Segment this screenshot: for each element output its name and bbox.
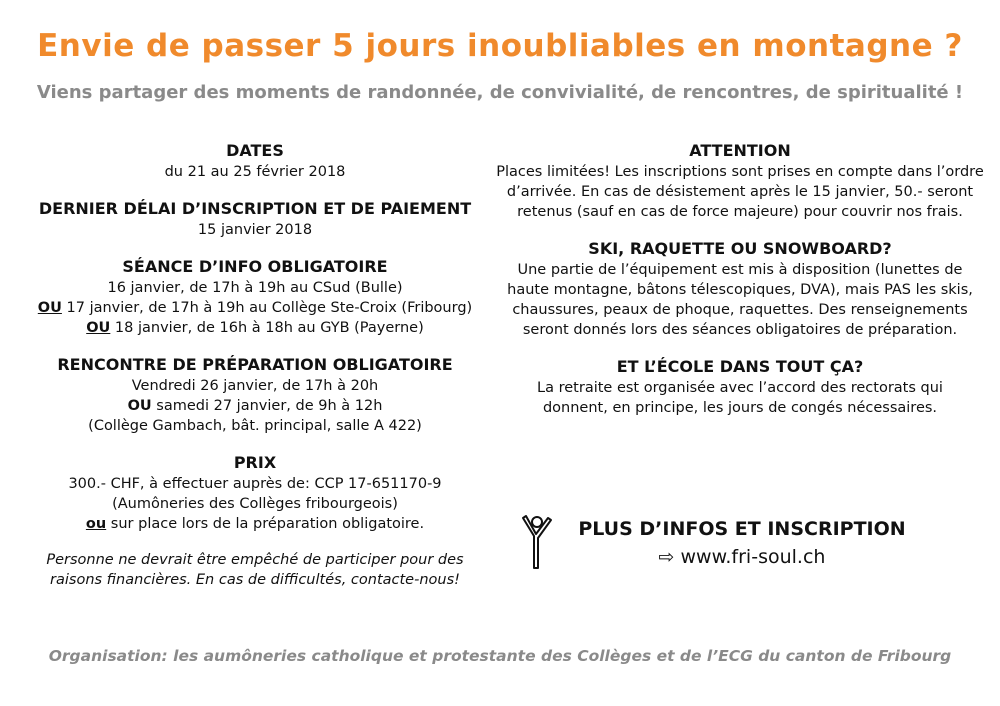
info-session-line [20,298,490,318]
school-section [495,356,985,418]
info-session-line-text: 18 janvier, de 16h à 18h au GYB (Payerne) [110,320,424,336]
prep-meeting-line: (Collège Gambach, bât. principal, salle A 422) [88,418,422,434]
right-column [495,140,985,434]
or-marker: OU [37,300,62,316]
more-info-block [520,514,960,574]
info-session-heading: SÉANCE D’INFO OBLIGATOIRE [122,257,388,276]
left-column [20,140,490,590]
dates-heading: DATES [226,141,284,160]
price-heading: PRIX [233,453,277,472]
info-session-line: 16 janvier, de 17h à 19h au CSud (Bulle) [107,280,403,296]
page-subtitle: Viens partager des moments de randonnée, de convivialité, de rencontres, de spiritualité ! [36,82,964,103]
ski-section [495,238,985,340]
person-jumping-icon [520,514,554,572]
dates-section [20,140,490,182]
organisation-footer: Organisation: les aumôneries catholique et protestante des Collèges et de l’ECG du canton de Fribourg [48,647,952,665]
or-marker: OU [86,320,111,336]
more-info-link-row [572,546,912,568]
financial-note: Personne ne devrait être empêché de participer pour des raisons financières. En cas de difficultés, contacte-nous! [46,552,464,588]
attention-text: Places limitées! Les inscriptions sont prises en compte dans l’ordre d’arrivée. En cas de désistement après le 15 janvier, 50.- seront retenus (sauf en cas de force majeure) pour couvrir nos frais. [496,164,984,220]
deadline-section [20,198,490,240]
school-text: La retraite est organisée avec l’accord des rectorats qui donnent, en principe, les jours de congés nécessaires. [537,380,943,416]
info-session-section [20,256,490,338]
info-session-line [20,318,490,338]
prep-meeting-line [20,396,490,416]
more-info-title: PLUS D’INFOS ET INSCRIPTION [578,518,906,540]
or-marker: ou [85,516,107,532]
prep-meeting-heading: RENCONTRE DE PRÉPARATION OBLIGATOIRE [57,355,453,374]
price-line: (Aumôneries des Collèges fribourgeois) [112,496,398,512]
attention-heading: ATTENTION [689,141,791,160]
prep-meeting-line-text: samedi 27 janvier, de 9h à 12h [151,398,383,414]
deadline-value: 15 janvier 2018 [197,222,313,238]
ski-text: Une partie de l’équipement est mis à disposition (lunettes de haute montagne, bâtons télescopiques, DVA), mais PAS les skis, chaussures, peaux de phoque, raquettes. Des renseignements seront donnés lors des séances obligatoires de préparation. [507,262,973,338]
school-heading: ET L’ÉCOLE DANS TOUT ÇA? [616,357,864,376]
info-session-line-text: 17 janvier, de 17h à 19h au Collège Ste-Croix (Fribourg) [61,300,473,316]
price-line: 300.- CHF, à effectuer auprès de: CCP 17-651170-9 [68,476,442,492]
prep-meeting-section [20,354,490,436]
deadline-heading: DERNIER DÉLAI D’INSCRIPTION ET DE PAIEMENT [38,199,472,218]
ski-heading: SKI, RAQUETTE OU SNOWBOARD? [588,239,892,258]
website-link[interactable]: www.fri-soul.ch [680,546,826,568]
or-marker: OU [127,398,152,414]
prep-meeting-line: Vendredi 26 janvier, de 17h à 20h [131,378,379,394]
page-title: Envie de passer 5 jours inoubliables en montagne ? [37,28,963,64]
arrow-right-icon: ⇨ [658,546,675,568]
price-line [20,514,490,534]
price-line-text: sur place lors de la préparation obligatoire. [106,516,425,532]
price-section [20,452,490,534]
dates-value: du 21 au 25 février 2018 [164,164,346,180]
attention-section [495,140,985,222]
